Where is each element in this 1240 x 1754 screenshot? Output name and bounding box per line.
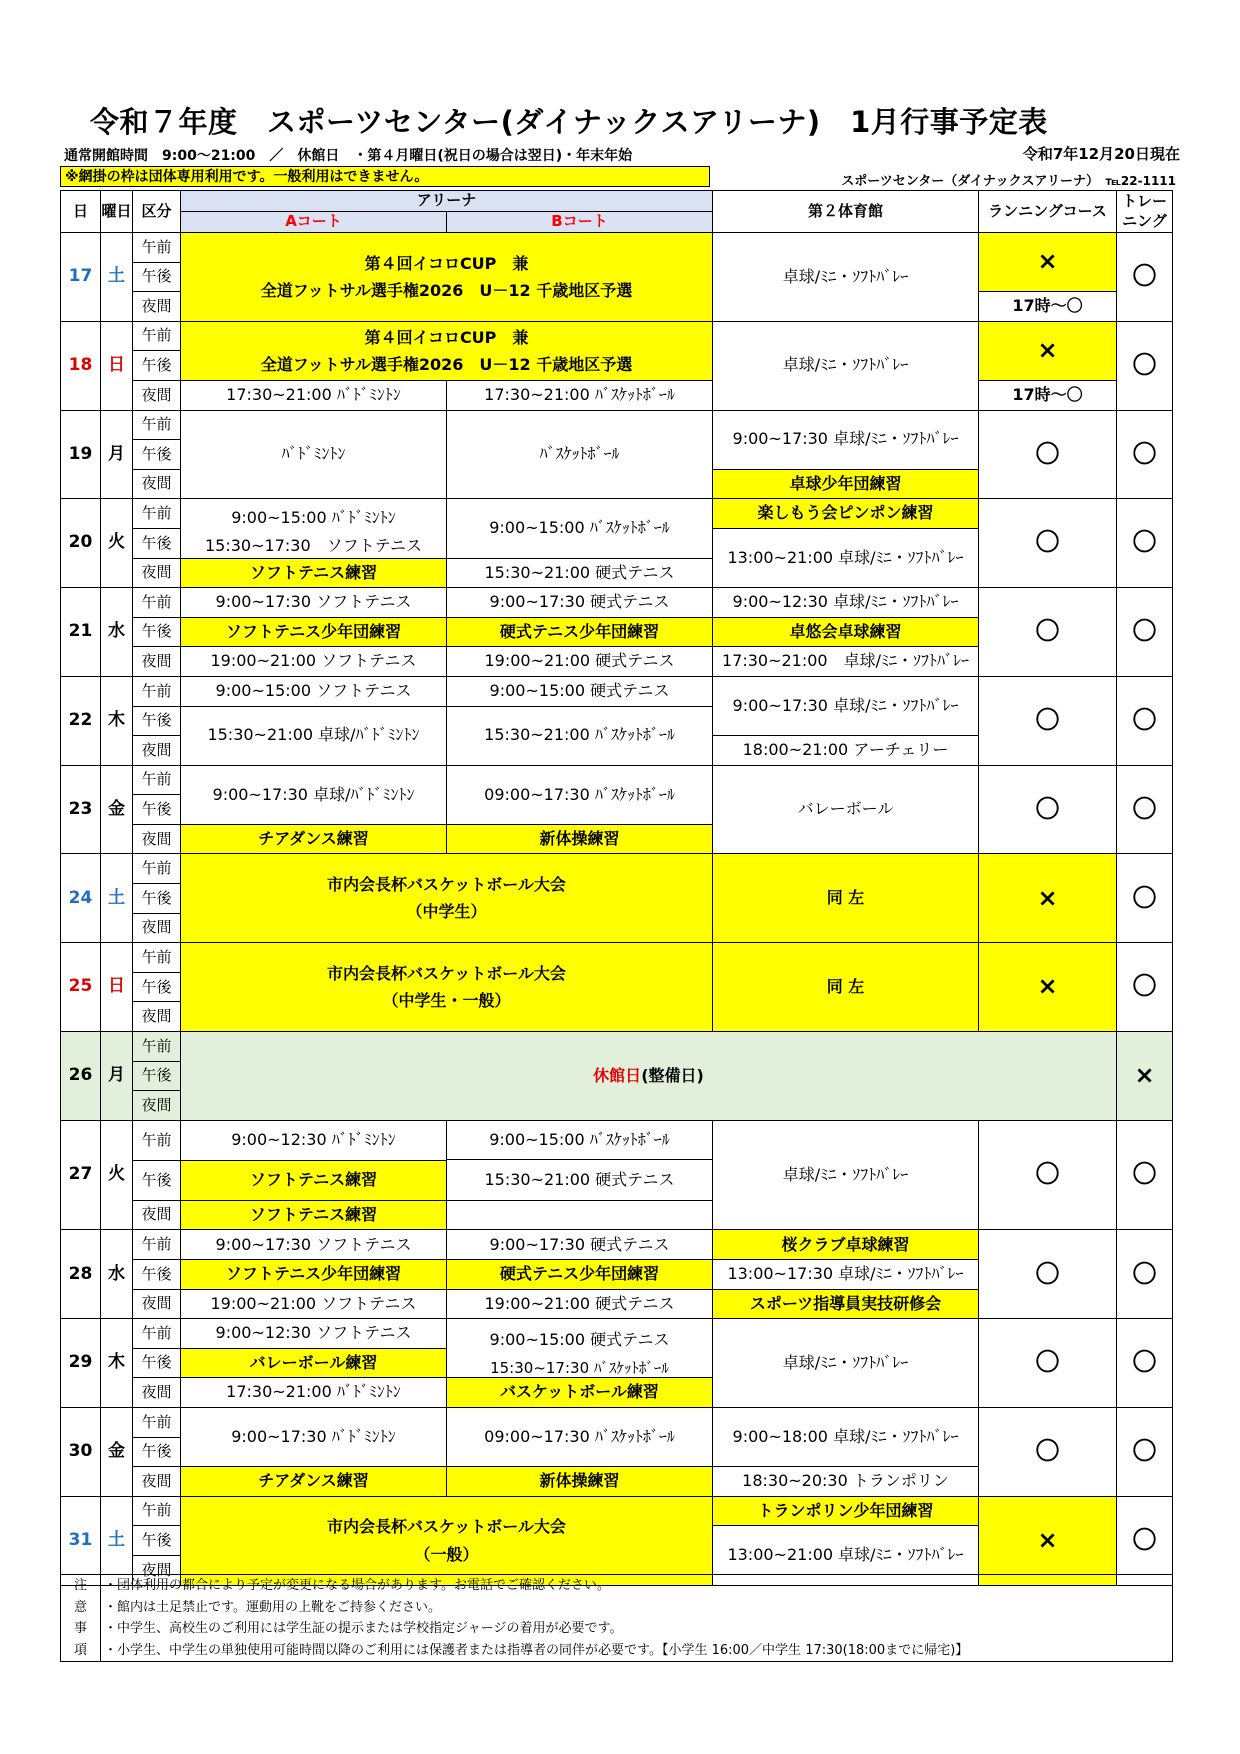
court-a-cell: 9:00~12:30 ﾊﾞﾄﾞﾐﾝﾄﾝ xyxy=(181,1120,447,1160)
court-a-cell: ソフトテニス少年団練習 xyxy=(181,617,447,647)
col-court-a: Aコート xyxy=(181,212,447,233)
period-label: 午後 xyxy=(133,528,181,558)
table-row xyxy=(61,499,1173,529)
period-label: 午後 xyxy=(133,706,181,736)
day-date: 26 xyxy=(61,1032,101,1121)
period-label: 午前 xyxy=(133,233,181,263)
court-a-cell: ソフトテニス練習 xyxy=(181,1160,447,1200)
gym2-cell: 同 左 xyxy=(713,854,979,943)
training-status: 〇 xyxy=(1117,1230,1173,1319)
court-a-cell: 9:00~17:30 ﾊﾞﾄﾞﾐﾝﾄﾝ xyxy=(181,1407,447,1466)
training-status: 〇 xyxy=(1117,233,1173,322)
court-b-cell: 硬式テニス少年団練習 xyxy=(447,1260,713,1290)
period-label: 夜間 xyxy=(133,736,181,766)
period-label: 夜間 xyxy=(133,1002,181,1032)
running-status: 〇 xyxy=(979,410,1117,499)
period-label: 夜間 xyxy=(133,1091,181,1121)
notes-label-char: 事 xyxy=(73,1621,87,1636)
running-status: × xyxy=(979,1496,1117,1585)
day-weekday: 木 xyxy=(101,676,133,765)
gym2-cell: 卓球/ﾐﾆ・ｿﾌﾄﾊﾞﾚｰ xyxy=(713,1120,979,1230)
court-b-cell xyxy=(447,1319,713,1378)
gym2-cell: バレーボール xyxy=(713,765,979,854)
as-of-date: 令和7年12月20日現在 xyxy=(1022,145,1180,163)
period-label: 夜間 xyxy=(133,469,181,499)
period-label: 午後 xyxy=(133,351,181,381)
period-label: 午後 xyxy=(133,1348,181,1378)
note-item: ・中学生、高校生のご利用には学生証の提示または学校指定ジャージの着用が必要です。 xyxy=(104,1621,623,1636)
court-b-morning: 9:00~15:00 ﾊﾞｽｹｯﾄﾎﾞｰﾙ xyxy=(489,1129,670,1149)
col-training: トレーニング xyxy=(1117,191,1173,233)
running-status: 〇 xyxy=(979,765,1117,854)
running-status: × xyxy=(979,943,1117,1032)
period-label: 午前 xyxy=(133,676,181,706)
gym2-cell: 楽しもう会ピンポン練習 xyxy=(713,499,979,529)
table-row xyxy=(61,588,1173,618)
gym2-cell: 13:00~17:30 卓球/ﾐﾆ・ｿﾌﾄﾊﾞﾚｰ xyxy=(713,1260,979,1290)
training-status: 〇 xyxy=(1117,588,1173,677)
period-label: 夜間 xyxy=(133,1289,181,1319)
period-label: 午前 xyxy=(133,943,181,973)
gym2-cell: 卓球/ﾐﾆ・ｿﾌﾄﾊﾞﾚｰ xyxy=(713,233,979,322)
table-row xyxy=(61,765,1173,795)
running-status: × xyxy=(979,321,1117,380)
day-weekday: 月 xyxy=(101,410,133,499)
closed-label: 休館日 xyxy=(593,1065,642,1085)
period-label: 午前 xyxy=(133,321,181,351)
period-label: 夜間 xyxy=(133,1467,181,1497)
gym2-cell: 13:00~21:00 卓球/ﾐﾆ・ｿﾌﾄﾊﾞﾚｰ xyxy=(713,528,979,587)
table-row xyxy=(61,1230,1173,1260)
day-date: 24 xyxy=(61,854,101,943)
court-b-cell: 19:00~21:00 硬式テニス xyxy=(447,647,713,677)
event-cell: 第４回イコロCUP 兼 全道フットサル選手権2026 U－12 千歳地区予選 xyxy=(181,233,713,322)
gym2-cell: 卓球/ﾐﾆ・ｿﾌﾄﾊﾞﾚｰ xyxy=(713,321,979,410)
running-status: 〇 xyxy=(979,499,1117,588)
court-a-cell: 19:00~21:00 ソフトテニス xyxy=(181,647,447,677)
table-row xyxy=(61,943,1173,973)
running-status: × xyxy=(979,854,1117,943)
period-label: 午後 xyxy=(133,1526,181,1556)
table-row xyxy=(61,321,1173,351)
period-label: 午後 xyxy=(133,972,181,1002)
notes-label-char: 注 xyxy=(73,1578,87,1593)
court-a-cell: 19:00~21:00 ソフトテニス xyxy=(181,1289,447,1319)
day-weekday: 土 xyxy=(101,1496,133,1585)
table-row xyxy=(61,1496,1173,1526)
table-row xyxy=(61,1407,1173,1437)
court-a-cell: ソフトテニス練習 xyxy=(181,1200,447,1230)
running-status: 〇 xyxy=(979,1319,1117,1408)
court-b-cell: 15:30~21:00 硬式テニス xyxy=(447,558,713,588)
court-a-cell: 17:30~21:00 ﾊﾞﾄﾞﾐﾝﾄﾝ xyxy=(181,1378,447,1408)
period-label: 午前 xyxy=(133,410,181,440)
period-label: 午前 xyxy=(133,1032,181,1062)
period-label: 午後 xyxy=(133,440,181,470)
court-a-morning: 9:00~15:00 ﾊﾞﾄﾞﾐﾝﾄﾝ xyxy=(231,508,396,528)
event-cell: 市内会長杯バスケットボール大会 （中学生） xyxy=(181,854,713,943)
court-b-cell: 17:30~21:00 ﾊﾞｽｹｯﾄﾎﾞｰﾙ xyxy=(447,380,713,410)
training-status: 〇 xyxy=(1117,943,1173,1032)
col-period: 区分 xyxy=(133,191,181,233)
note-item: ・館内は土足禁止です。運動用の上靴をご持参ください。 xyxy=(104,1599,441,1615)
day-date: 22 xyxy=(61,676,101,765)
training-status: 〇 xyxy=(1117,410,1173,499)
running-status: 〇 xyxy=(979,1230,1117,1319)
court-b-morning: 9:00~15:00 硬式テニス xyxy=(489,1329,670,1349)
running-status: 〇 xyxy=(979,1407,1117,1496)
day-weekday: 木 xyxy=(101,1319,133,1408)
period-label: 夜間 xyxy=(133,1555,181,1585)
gym2-cell: 17:30~21:00 卓球/ﾐﾆ・ｿﾌﾄﾊﾞﾚｰ xyxy=(713,647,979,677)
note-item: ・小学生、中学生の単独使用可能時間以降のご利用には保護者または指導者の同伴が必要です。【小学生 16:00／中学生 17:30(18:00までに帰宅)】 xyxy=(104,1642,969,1658)
col-arena: アリーナ xyxy=(181,191,713,212)
period-label: 夜間 xyxy=(133,824,181,854)
court-a-cell: 15:30~21:00 卓球/ﾊﾞﾄﾞﾐﾝﾄﾝ xyxy=(181,706,447,765)
period-label: 午後 xyxy=(133,795,181,825)
gym2-cell: 18:30~20:30 トランポリン xyxy=(713,1467,979,1497)
court-a-cell xyxy=(181,499,447,558)
period-label: 夜間 xyxy=(133,380,181,410)
running-note: 17時～〇 xyxy=(979,380,1117,410)
court-a-cell: 17:30~21:00 ﾊﾞﾄﾞﾐﾝﾄﾝ xyxy=(181,380,447,410)
gym2-cell: 9:00~12:30 卓球/ﾐﾆ・ｿﾌﾄﾊﾞﾚｰ xyxy=(713,588,979,618)
period-label: 夜間 xyxy=(133,1378,181,1408)
court-a-cell: 9:00~17:30 ソフトテニス xyxy=(181,1230,447,1260)
facility-contact xyxy=(841,170,1176,189)
notes-table xyxy=(60,1574,1173,1662)
day-weekday: 金 xyxy=(101,1407,133,1496)
gym2-cell: 13:00~21:00 卓球/ﾐﾆ・ｿﾌﾄﾊﾞﾚｰ xyxy=(713,1526,979,1585)
court-a-afternoon: 15:30~17:30 ソフトテニス xyxy=(205,536,422,556)
training-status: 〇 xyxy=(1117,765,1173,854)
court-b-cell: 新体操練習 xyxy=(447,1467,713,1497)
col-court-b: Bコート xyxy=(447,212,713,233)
notes-label xyxy=(61,1575,101,1662)
closed-reason: (整備日) xyxy=(641,1065,704,1085)
court-b-cell: 09:00~17:30 ﾊﾞｽｹｯﾄﾎﾞｰﾙ xyxy=(447,1407,713,1466)
court-a-cell: 9:00~17:30 卓球/ﾊﾞﾄﾞﾐﾝﾄﾝ xyxy=(181,765,447,824)
day-weekday: 土 xyxy=(101,854,133,943)
court-b-cell: バスケットボール練習 xyxy=(447,1378,713,1408)
table-row xyxy=(61,1120,1173,1160)
day-date: 20 xyxy=(61,499,101,588)
court-b-afternoon: 15:30~21:00 硬式テニス xyxy=(447,1159,712,1200)
day-date: 27 xyxy=(61,1120,101,1230)
court-b-cell: 09:00~17:30 ﾊﾞｽｹｯﾄﾎﾞｰﾙ xyxy=(447,765,713,824)
table-row xyxy=(61,410,1173,440)
period-label: 夜間 xyxy=(133,292,181,322)
day-date: 28 xyxy=(61,1230,101,1319)
shaded-cell-note: ※網掛の枠は団体専用利用です。一般利用はできません。 xyxy=(60,166,710,187)
gym2-cell: 卓球/ﾐﾆ・ｿﾌﾄﾊﾞﾚｰ xyxy=(713,1319,979,1408)
day-date: 18 xyxy=(61,321,101,410)
table-row xyxy=(61,233,1173,263)
day-date: 19 xyxy=(61,410,101,499)
period-label: 午後 xyxy=(133,617,181,647)
notes-body xyxy=(101,1575,1173,1662)
gym2-cell: トランポリン少年団練習 xyxy=(713,1496,979,1526)
court-b-cell: 15:30~21:00 ﾊﾞｽｹｯﾄﾎﾞｰﾙ xyxy=(447,706,713,765)
period-label: 午後 xyxy=(133,1260,181,1290)
gym2-cell: 9:00~18:00 卓球/ﾐﾆ・ｿﾌﾄﾊﾞﾚｰ xyxy=(713,1407,979,1466)
event-cell: 市内会長杯バスケットボール大会 （一般） xyxy=(181,1496,713,1585)
col-weekday: 曜日 xyxy=(101,191,133,233)
period-label: 午後 xyxy=(133,884,181,914)
day-date: 17 xyxy=(61,233,101,322)
period-label: 午前 xyxy=(133,1230,181,1260)
phone-number: ℡22-1111 xyxy=(1105,174,1176,188)
notes-row xyxy=(61,1575,1173,1662)
court-b-cell: 9:00~15:00 硬式テニス xyxy=(447,676,713,706)
period-label: 午後 xyxy=(133,1437,181,1467)
gym2-cell: 卓球少年団練習 xyxy=(713,469,979,499)
court-a-cell: チアダンス練習 xyxy=(181,824,447,854)
day-weekday: 火 xyxy=(101,499,133,588)
day-weekday: 金 xyxy=(101,765,133,854)
court-a-cell: 9:00~17:30 ソフトテニス xyxy=(181,588,447,618)
closed-notice xyxy=(181,1032,1117,1121)
period-label: 夜間 xyxy=(133,647,181,677)
day-date: 25 xyxy=(61,943,101,1032)
day-weekday: 日 xyxy=(101,943,133,1032)
court-b-cell: 新体操練習 xyxy=(447,824,713,854)
gym2-cell: 桜クラブ卓球練習 xyxy=(713,1230,979,1260)
running-status: 〇 xyxy=(979,1120,1117,1230)
period-label: 午前 xyxy=(133,765,181,795)
gym2-cell: スポーツ指導員実技研修会 xyxy=(713,1289,979,1319)
court-b-cell xyxy=(447,1120,713,1200)
court-a-cell: チアダンス練習 xyxy=(181,1467,447,1497)
court-b-cell: ﾊﾞｽｹｯﾄﾎﾞｰﾙ xyxy=(447,410,713,499)
training-status: × xyxy=(1117,1032,1173,1121)
period-label: 午前 xyxy=(133,588,181,618)
notes-label-char: 項 xyxy=(73,1642,87,1658)
period-label: 午前 xyxy=(133,854,181,884)
period-label: 夜間 xyxy=(133,1200,181,1230)
page-title: 令和７年度 スポーツセンター(ダイナックスアリーナ) 1月行事予定表 xyxy=(90,105,1048,139)
day-weekday: 水 xyxy=(101,588,133,677)
table-row xyxy=(61,1319,1173,1349)
event-cell: 市内会長杯バスケットボール大会 （中学生・一般） xyxy=(181,943,713,1032)
facility-name: スポーツセンター（ダイナックスアリーナ） xyxy=(841,174,1093,189)
court-a-cell: 9:00~12:30 ソフトテニス xyxy=(181,1319,447,1349)
training-status: 〇 xyxy=(1117,1496,1173,1585)
table-row xyxy=(61,1032,1173,1062)
period-label: 午前 xyxy=(133,1120,181,1160)
court-a-cell: 9:00~15:00 ソフトテニス xyxy=(181,676,447,706)
training-status: 〇 xyxy=(1117,854,1173,943)
day-date: 29 xyxy=(61,1319,101,1408)
gym2-cell: 9:00~17:30 卓球/ﾐﾆ・ｿﾌﾄﾊﾞﾚｰ xyxy=(713,676,979,735)
notes-label-char: 意 xyxy=(73,1599,87,1615)
period-label: 午前 xyxy=(133,1496,181,1526)
day-date: 30 xyxy=(61,1407,101,1496)
running-status: 〇 xyxy=(979,588,1117,677)
period-label: 午後 xyxy=(133,1061,181,1091)
period-label: 午前 xyxy=(133,1407,181,1437)
running-status: 〇 xyxy=(979,676,1117,765)
court-a-cell: ソフトテニス練習 xyxy=(181,558,447,588)
training-status: 〇 xyxy=(1117,1120,1173,1230)
training-status: 〇 xyxy=(1117,321,1173,410)
day-weekday: 火 xyxy=(101,1120,133,1230)
day-date: 21 xyxy=(61,588,101,677)
table-row xyxy=(61,854,1173,884)
day-weekday: 水 xyxy=(101,1230,133,1319)
court-b-cell: 9:00~17:30 硬式テニス xyxy=(447,588,713,618)
day-weekday: 日 xyxy=(101,321,133,410)
day-date: 31 xyxy=(61,1496,101,1585)
col-running: ランニングコース xyxy=(979,191,1117,233)
court-a-cell: ソフトテニス少年団練習 xyxy=(181,1260,447,1290)
period-label: 夜間 xyxy=(133,913,181,943)
note-item: ・団体利用の都合により予定が変更になる場合があります。お電話でご確認ください。 xyxy=(104,1578,610,1593)
training-status: 〇 xyxy=(1117,1407,1173,1496)
court-b-cell: 19:00~21:00 硬式テニス xyxy=(447,1289,713,1319)
running-note: 17時～〇 xyxy=(979,292,1117,322)
court-a-cell: ﾊﾞﾄﾞﾐﾝﾄﾝ xyxy=(181,410,447,499)
period-label: 午後 xyxy=(133,262,181,292)
event-cell: 第４回イコロCUP 兼 全道フットサル選手権2026 U－12 千歳地区予選 xyxy=(181,321,713,380)
court-a-cell: バレーボール練習 xyxy=(181,1348,447,1378)
table-row xyxy=(61,380,1173,410)
training-status: 〇 xyxy=(1117,499,1173,588)
period-label: 夜間 xyxy=(133,558,181,588)
gym2-cell: 9:00~17:30 卓球/ﾐﾆ・ｿﾌﾄﾊﾞﾚｰ xyxy=(713,410,979,469)
period-label: 午後 xyxy=(133,1160,181,1200)
table-row xyxy=(61,676,1173,706)
opening-hours: 通常開館時間 9:00～21:00 ／ 休館日 ・第４月曜日(祝日の場合は翌日)・年末年始 xyxy=(64,148,633,164)
running-status: × xyxy=(979,233,1117,292)
header-row xyxy=(61,191,1173,212)
court-b-afternoon: 15:30~17:30 ﾊﾞｽｹｯﾄﾎﾞｰﾙ xyxy=(490,1358,669,1377)
training-status: 〇 xyxy=(1117,1319,1173,1408)
court-b-cell: 硬式テニス少年団練習 xyxy=(447,617,713,647)
gym2-cell: 18:00~21:00 アーチェリー xyxy=(713,736,979,766)
gym2-cell: 卓悠会卓球練習 xyxy=(713,617,979,647)
day-weekday: 土 xyxy=(101,233,133,322)
period-label: 午前 xyxy=(133,1319,181,1349)
schedule-table xyxy=(60,190,1173,1586)
court-b-cell: 9:00~15:00 ﾊﾞｽｹｯﾄﾎﾞｰﾙ xyxy=(447,499,713,558)
col-gym2: 第２体育館 xyxy=(713,191,979,233)
col-day: 日 xyxy=(61,191,101,233)
day-weekday: 月 xyxy=(101,1032,133,1121)
training-status: 〇 xyxy=(1117,676,1173,765)
period-label: 午前 xyxy=(133,499,181,529)
court-b-cell: 9:00~17:30 硬式テニス xyxy=(447,1230,713,1260)
gym2-cell: 同 左 xyxy=(713,943,979,1032)
day-date: 23 xyxy=(61,765,101,854)
